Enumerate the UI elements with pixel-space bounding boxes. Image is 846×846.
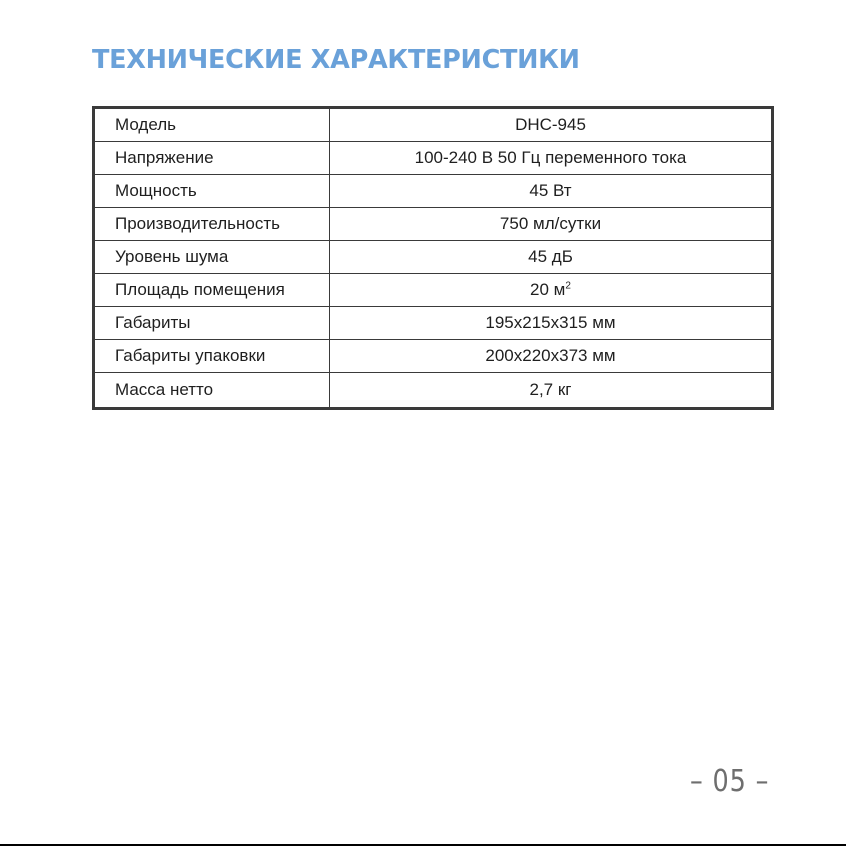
room-area-value-text: 20 м [530,280,566,299]
spec-name-model: Модель [94,108,330,142]
page-number: – 05 – [690,764,770,799]
spec-name-dimensions: Габариты [94,307,330,340]
spec-value-capacity: 750 мл/сутки [330,208,773,241]
table-row [94,274,773,307]
table-row [94,142,773,175]
spec-name-room-area: Площадь помещения [94,274,330,307]
table-row [94,175,773,208]
table-row [94,340,773,373]
spec-name-capacity: Производительность [94,208,330,241]
spec-name-noise-level: Уровень шума [94,241,330,274]
spec-name-power: Мощность [94,175,330,208]
specifications-table [92,106,774,410]
spec-value-model: DHC-945 [330,108,773,142]
spec-value-noise-level: 45 дБ [330,241,773,274]
table-row [94,108,773,142]
spec-value-package-dimensions: 200х220х373 мм [330,340,773,373]
spec-value-power: 45 Вт [330,175,773,208]
spec-value-voltage: 100-240 В 50 Гц переменного тока [330,142,773,175]
spec-name-net-weight: Масса нетто [94,373,330,409]
spec-value-dimensions: 195х215х315 мм [330,307,773,340]
table-row [94,241,773,274]
table-row [94,208,773,241]
table-row [94,307,773,340]
room-area-superscript: 2 [565,280,571,292]
page-title: ТЕХНИЧЕСКИЕ ХАРАКТЕРИСТИКИ [92,45,580,75]
spec-name-package-dimensions: Габариты упаковки [94,340,330,373]
spec-value-room-area [330,274,773,307]
spec-value-net-weight: 2,7 кг [330,373,773,409]
table-row [94,373,773,409]
spec-name-voltage: Напряжение [94,142,330,175]
